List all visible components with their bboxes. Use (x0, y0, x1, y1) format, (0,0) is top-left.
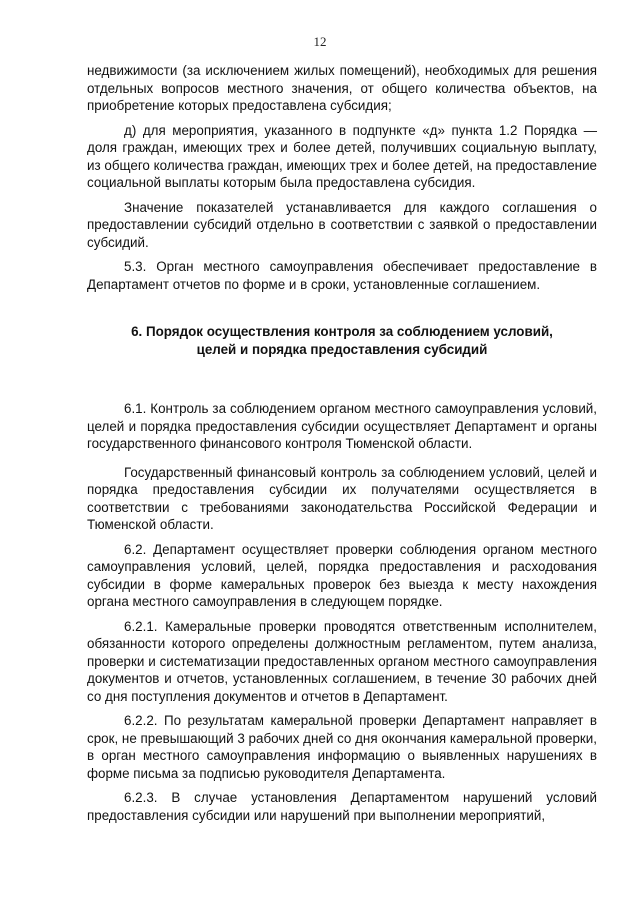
paragraph-continuation: недвижимости (за исключением жилых помещений), необходимых для решения отдельных вопросов местного значения, от общего количества объектов, на приобретение которых предоставлена субсидия; (87, 63, 597, 113)
paragraph-indicator-value: Значение показателей устанавливается для каждого соглашения о предоставлении субсидий отдельно в соответствии с заявкой о предоставлении субсидий. (87, 199, 597, 250)
section-heading-line-2: целей и порядка предоставления субсидий (196, 341, 488, 357)
document-body (87, 62, 597, 824)
section-heading-line-1: 6. Порядок осуществления контроля за соблюдением условий, (131, 324, 553, 339)
paragraph-6-2-3: 6.2.3. В случае установления Департаментом нарушений условий предоставления субсидии или нарушений при выполнении мероприятий, (87, 790, 597, 823)
paragraph-subitem-d: д) для мероприятия, указанного в подпункте «д» пункта 1.2 Порядка — доля граждан, имеющих трех и более детей, получивших социальную выплату, из общего количества граждан, имеющих трех и более детей, на предоставление социальной выплаты которым была предоставлена субсидия. (87, 122, 597, 190)
paragraph-6-2: 6.2. Департамент осуществляет проверки соблюдения органом местного самоуправления условий, целей, порядка предоставления и расходования субсидии в форме камеральных проверок без выезда к месту нахождения органа местного самоуправления в следующем порядке. (87, 541, 597, 609)
paragraph-6-2-2: 6.2.2. По результатам камеральной проверки Департамент направляет в срок, не превышающий 3 рабочих дней со дня окончания камеральной проверки, в орган местного самоуправления информацию о выявленных нарушениях в форме письма за подписью руководителя Департамента. (87, 713, 597, 781)
page-number: 12 (313, 34, 327, 49)
paragraph-state-control: Государственный финансовый контроль за соблюдением условий, целей и порядка предоставления субсидии их получателями осуществляется в соответствии с требованиями законодательства Российской Федерации и Тюменской области. (87, 464, 597, 532)
paragraph-5-3: 5.3. Орган местного самоуправления обеспечивает предоставление в Департамент отчетов по форме и в сроки, установленные соглашением. (87, 259, 597, 292)
section-heading (87, 323, 597, 358)
paragraph-6-2-1: 6.2.1. Камеральные проверки проводятся ответственным исполнителем, обязанности которого определены должностным регламентом, путем анализа, проверки и систематизации предоставленных органом местного самоуправления документов и отчетов, установленных соглашением, в течение 30 рабочих дней со дня поступления документов и отчетов в Департамент. (87, 618, 597, 704)
paragraph-6-1: 6.1. Контроль за соблюдением органом местного самоуправления условий, целей и порядка предоставления субсидии осуществляет Департамент и органы государственного финансового контроля Тюменской области. (87, 401, 597, 451)
